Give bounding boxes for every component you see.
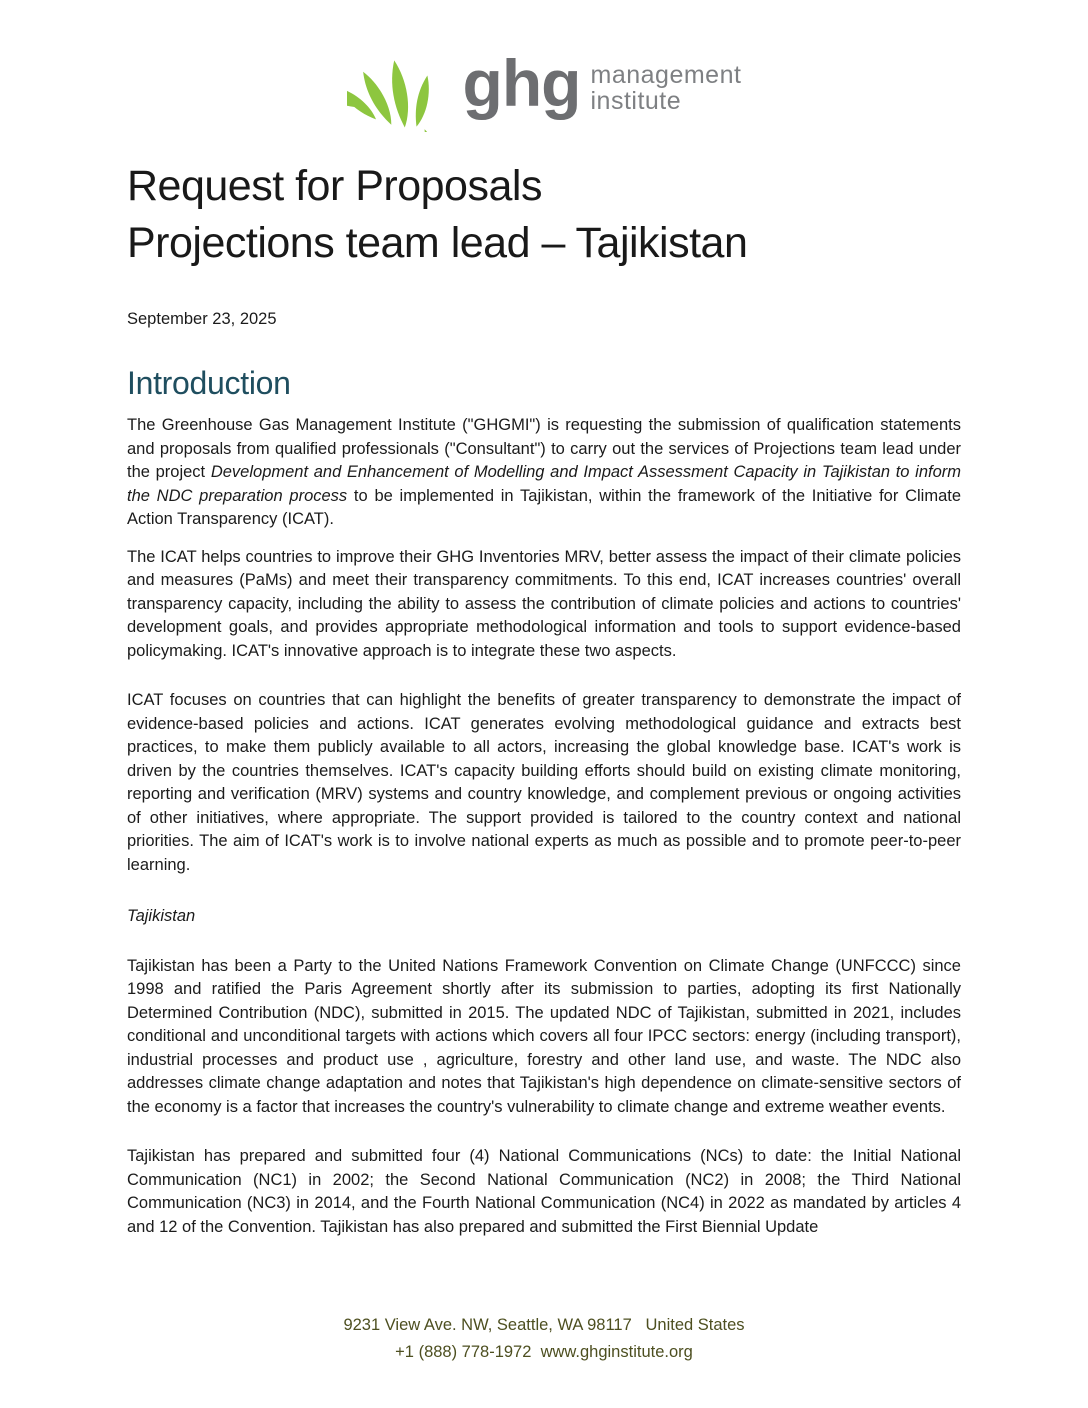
section-heading-introduction: Introduction <box>127 365 291 402</box>
paragraph-tajikistan-communications: Tajikistan has prepared and submitted four (4) National Communications (NCs) to date: the Initial National Communication (NC1) in 2002; the Second National Communication (NC2) in 2008; the Third National Communication (NC3) in 2014, and the Fourth National Communication (NC4) in 2022 as mandated by articles 4 and 12 of the Convention. Tajikistan has also prepared and submitted the First Biennial Update <box>127 1147 961 1236</box>
footer-phone-website: +1 (888) 778-1972 www.ghginstitute.org <box>395 1343 693 1361</box>
logo-tagline-line2: institute <box>590 87 682 115</box>
page-footer <box>0 1312 1088 1366</box>
document-title-line2: Projections team lead – Tajikistan <box>127 219 748 268</box>
leaf-bundle-icon <box>347 42 459 132</box>
document-title <box>127 158 961 272</box>
ghgmi-logo <box>127 42 961 134</box>
footer-address: 9231 View Ave. NW, Seattle, WA 98117 United States <box>343 1316 745 1334</box>
paragraph-rfp-overview <box>127 414 961 532</box>
logo-tagline <box>591 42 742 114</box>
document-date: September 23, 2025 <box>127 310 277 329</box>
paragraph-icat-focus: ICAT focuses on countries that can highlight the benefits of greater transparency to demonstrate the impact of evidence-based policies and actions. ICAT generates evolving methodological guidance and extracts best practices, to make them publicly available to all actors, increasing the global knowledge base. ICAT's work is driven by the countries themselves. ICAT's capacity building efforts should build on existing climate monitoring, reporting and verification (MRV) systems and country knowledge, and complement previous or ongoing activities of other initiatives, where appropriate. The support provided is tailored to the country context and national priorities. The aim of ICAT's work is to involve national experts as much as possible and to promote peer-to-peer learning. <box>127 691 961 874</box>
logo-wordmark: ghg <box>462 46 581 120</box>
paragraph-tajikistan-unfccc: Tajikistan has been a Party to the United Nations Framework Convention on Climate Change (UNFCCC) since 1998 and ratified the Paris Agreement shortly after its submission to parties, adopting its first Nationally Determined Contribution (NDC), submitted in 2015. The updated NDC of Tajikistan, submitted in 2021, includes conditional and unconditional targets with actions which covers all four IPCC sectors: energy (including transport), industrial processes and product use , agriculture, forestry and other land use, and waste. The NDC also addresses climate change adaptation and notes that Tajikistan's high dependence on climate-sensitive sectors of the economy is a factor that increases the country's vulnerability to climate change and extreme weather events. <box>127 956 961 1116</box>
logo-tagline-line1: management <box>590 61 742 89</box>
paragraph-rfp-overview-text: The Greenhouse Gas Management Institute ("GHGMI") is requesting the submission of qualification statements and proposals from qualified professionals ("Consultant") to carry out the services of Projections team lead under the project <box>127 416 961 482</box>
paragraph-rfp-overview-end: to be implemented in Tajikistan, within the framework of the Initiative for Climate Action Transparency (ICAT). <box>127 486 962 529</box>
project-title-italic: Development and Enhancement of Modelling and Impact Assessment Capacity in Tajikistan to inform the NDC preparation process <box>127 463 962 505</box>
paragraph-icat-helps: The ICAT helps countries to improve their GHG Inventories MRV, better assess the impact of their climate policies and measures (PaMs) and meet their transparency commitments. To this end, ICAT increases countries' overall transparency capacity, including the ability to assess the contribution of climate policies and actions to countries' development goals, and provides appropriate methodological information and tools to support evidence-based policymaking. ICAT's innovative approach is to integrate these two aspects. <box>127 547 961 660</box>
document-title-line1: Request for Proposals <box>127 162 542 210</box>
subheading-tajikistan: Tajikistan <box>127 907 196 926</box>
